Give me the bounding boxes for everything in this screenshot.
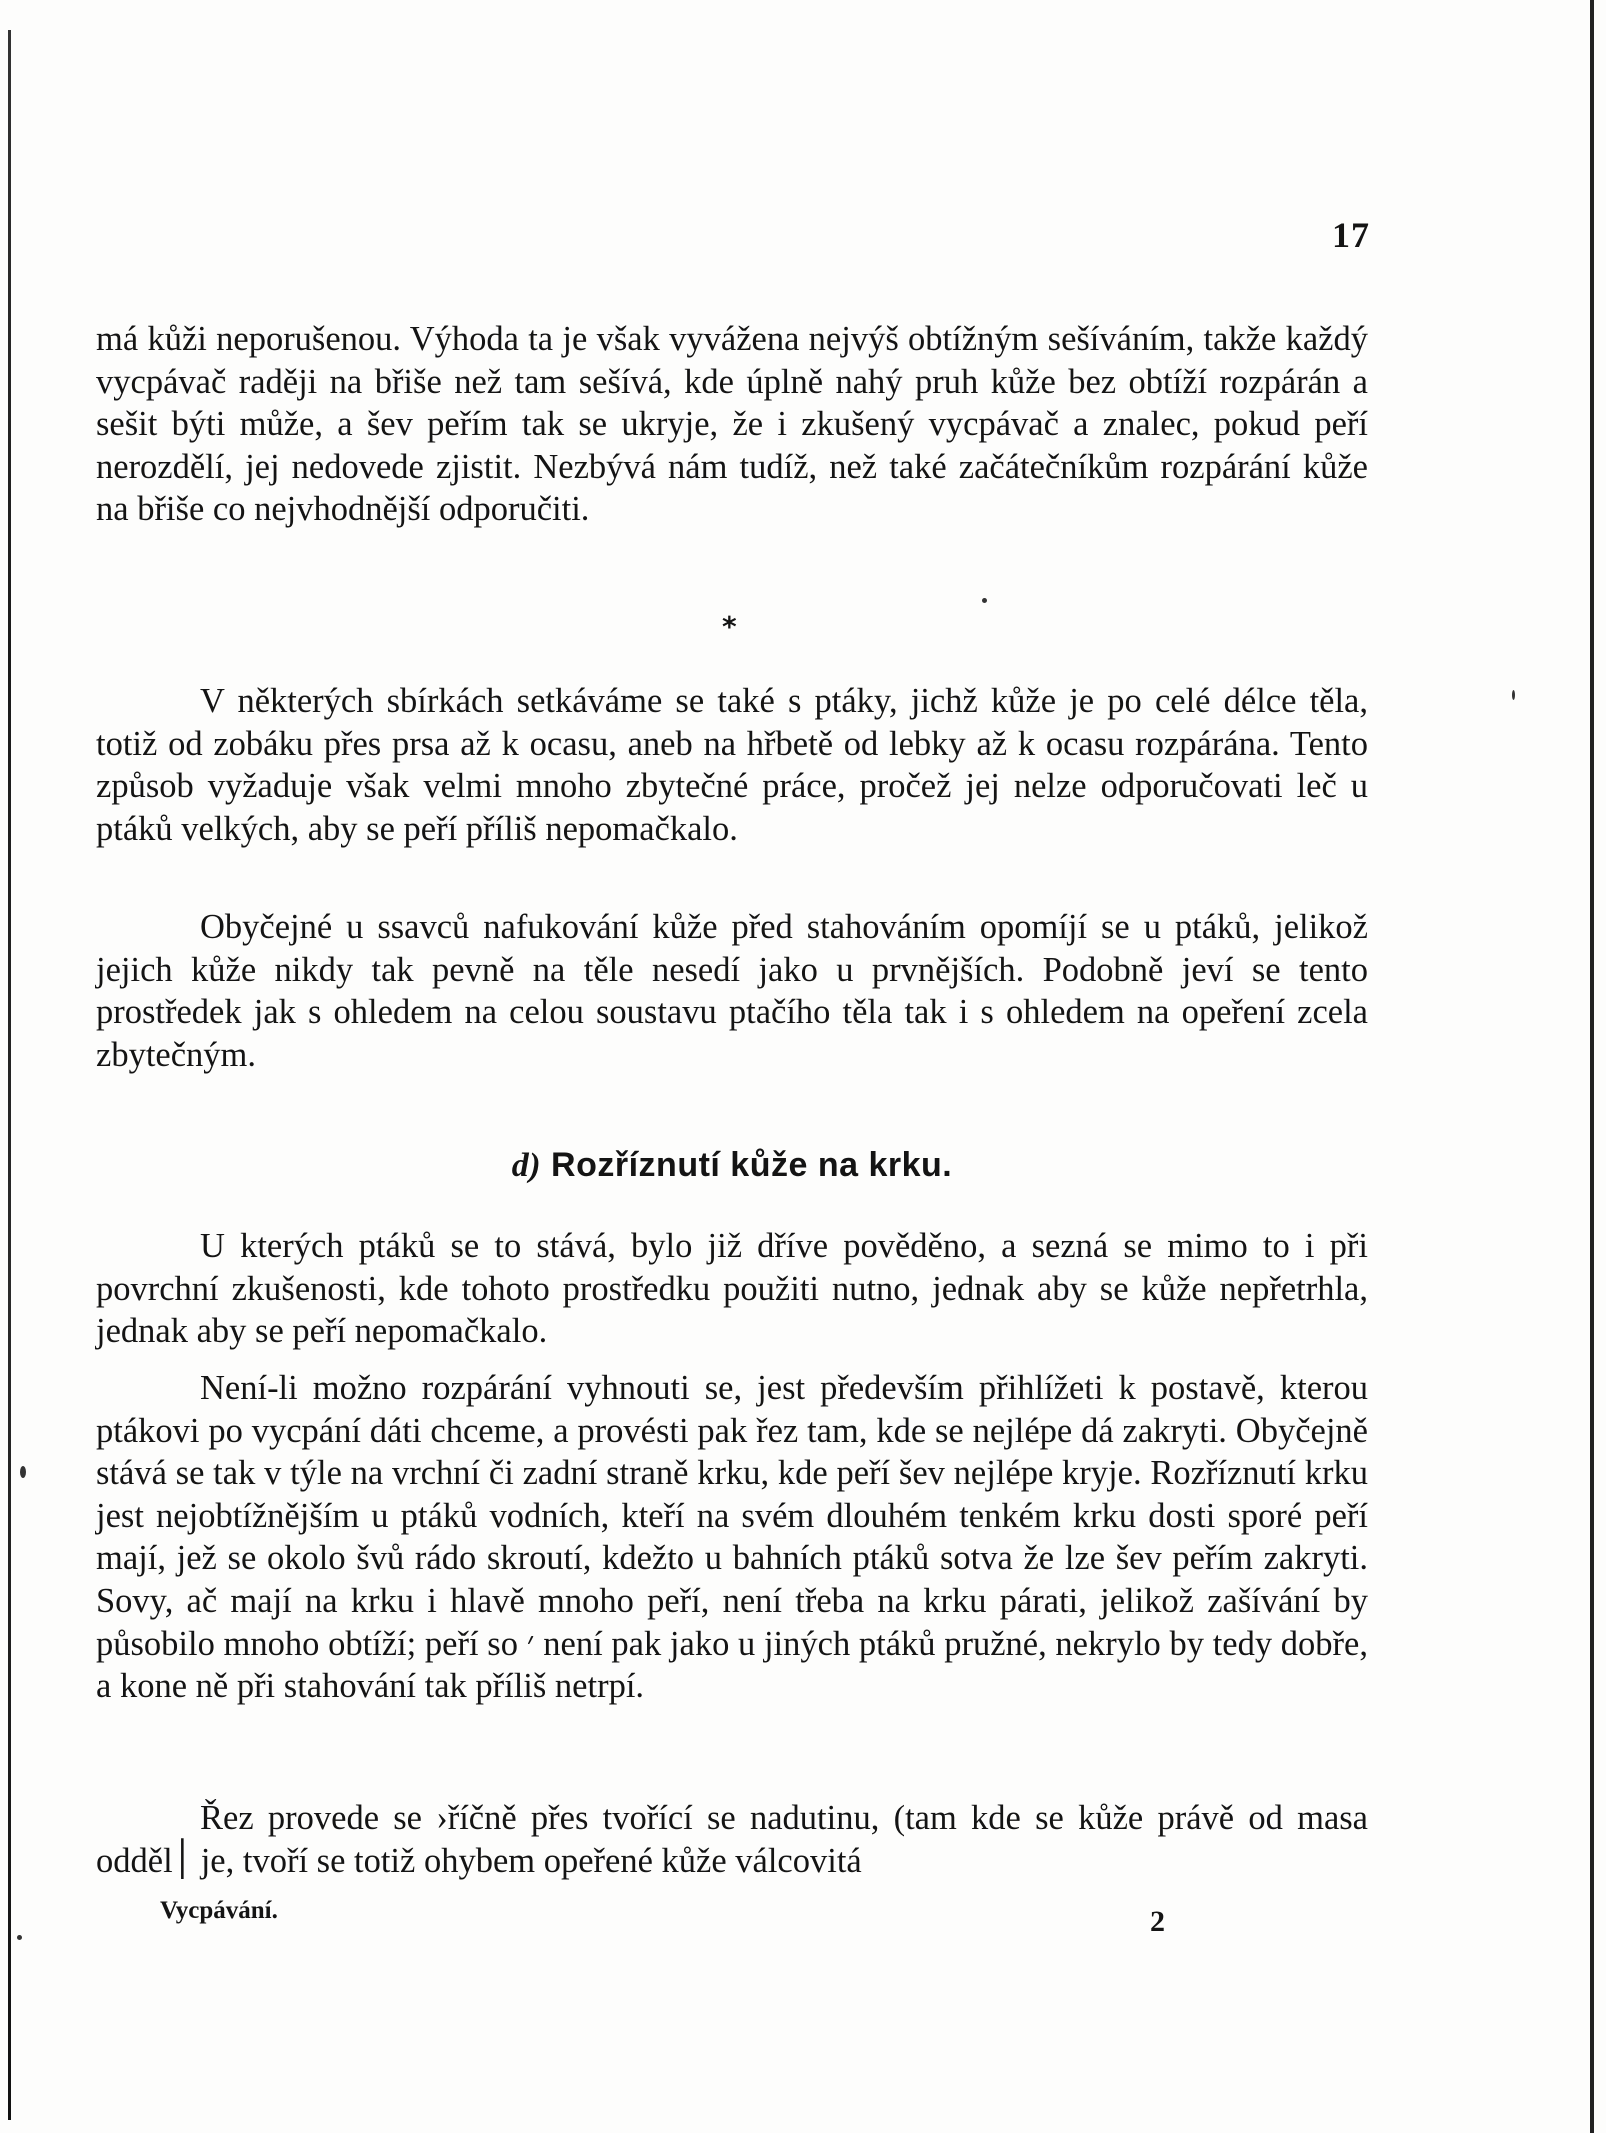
binding-edge-right: [1590, 0, 1594, 2133]
ink-speck: [20, 1466, 26, 1478]
page-number: 17: [1332, 215, 1370, 255]
paragraph-1: [96, 318, 1368, 531]
ink-speck: [17, 1935, 22, 1940]
paragraph-3: [96, 906, 1368, 1076]
paragraph-5: [96, 1367, 1368, 1708]
paragraph-1-text: má kůži neporušenou. Výhoda ta je však vyvážena nejvýš obtížným sešíváním, takže každý vycpávač raději na břiše než tam sešívá, kde úplně nahý pruh kůže bez obtíží rozpárán a sešit býti může, a šev peřím tak se ukryje, že i zkušený vycpávač a znalec, pokud peří nerozdělí, jej nedovede zjistit. Nezbývá nám tudíž, než také začátečníkům rozpárání kůže na břiše co nejvhodnější odporučiti.: [96, 320, 1368, 529]
paragraph-6-text: Řez provede se ›říčně přes tvořící se nadutinu, (tam kde se kůže právě od masa odděl׀ je, tvoří se totiž ohybem opeřené kůže válcovitá: [96, 1799, 1368, 1880]
footer-sheet-number: 2: [1150, 1905, 1165, 1938]
paragraph-4: [96, 1225, 1368, 1353]
paragraph-2-text: V některých sbírkách setkáváme se také s ptáky, jichž kůže je po celé délce těla, totiž od zobáku přes prsa až k ocasu, aneb na hřbetě od lebky až k ocasu rozpárána. Tento způsob vyžaduje však velmi mnoho zbytečné práce, pročež jej nelze odporučovati leč u ptáků velkých, aby se peří příliš nepomačkalo.: [96, 682, 1368, 848]
binding-edge-left: [8, 30, 11, 2120]
section-heading-title: Rozříznutí kůže na krku.: [551, 1146, 953, 1184]
paragraph-2: [96, 680, 1368, 850]
paragraph-4-text: U kterých ptáků se to stává, bylo již dříve pověděno, a sezná se mimo to i při povrchní zkušenosti, kde tohoto prostředku použiti nutno, jednak aby se kůže nepřetrhla, jednak aby se peří nepomačkalo.: [96, 1227, 1368, 1351]
paragraph-6: [96, 1797, 1368, 1882]
section-separator-asterisk: *: [722, 610, 737, 643]
paragraph-5-text: Není-li možno rozpárání vyhnouti se, jest především přihlížeti k postavě, kterou ptákovi po vycpání dáti chceme, a provésti pak řez tam, kde se nejlépe dá zakryti. Obyčejně stává se tak v týle na vrchní či zadní straně krku, kde peří šev nejlépe kryje. Rozříznutí krku jest nejobtížnějším u ptáků vodních, kteří na svém dlouhém tenkém krku dosti sporé peří mají, jež se okolo švů rádo skroutí, kdežto u bahních ptáků sotva že lze šev peřím zakryti. Sovy, ač mají na krku i hlavě mnoho peří, není třeba na krku párati, jelikož zašívání by působilo mnoho obtíží; peří so ׳ není pak jako u jiných ptáků pružné, nekrylo by tedy dobře, a kone ně při stahování tak příliš netrpí.: [96, 1369, 1368, 1706]
section-heading-letter: d): [511, 1147, 542, 1184]
paragraph-3-text: Obyčejné u ssavců nafukování kůže před stahováním opomíjí se u ptáků, jelikož jejich kůže nikdy tak pevně na těle nesedí jako u prvnějších. Podobně jeví se tento prostředek jak s ohledem na celou soustavu ptačího těla tak i s ohledem na opeření zcela zbytečným.: [96, 908, 1368, 1074]
section-heading: [96, 1146, 1368, 1185]
ink-speck: [1512, 690, 1515, 700]
footer-signature: Vycpávání.: [160, 1897, 278, 1924]
ink-speck: [982, 598, 987, 603]
